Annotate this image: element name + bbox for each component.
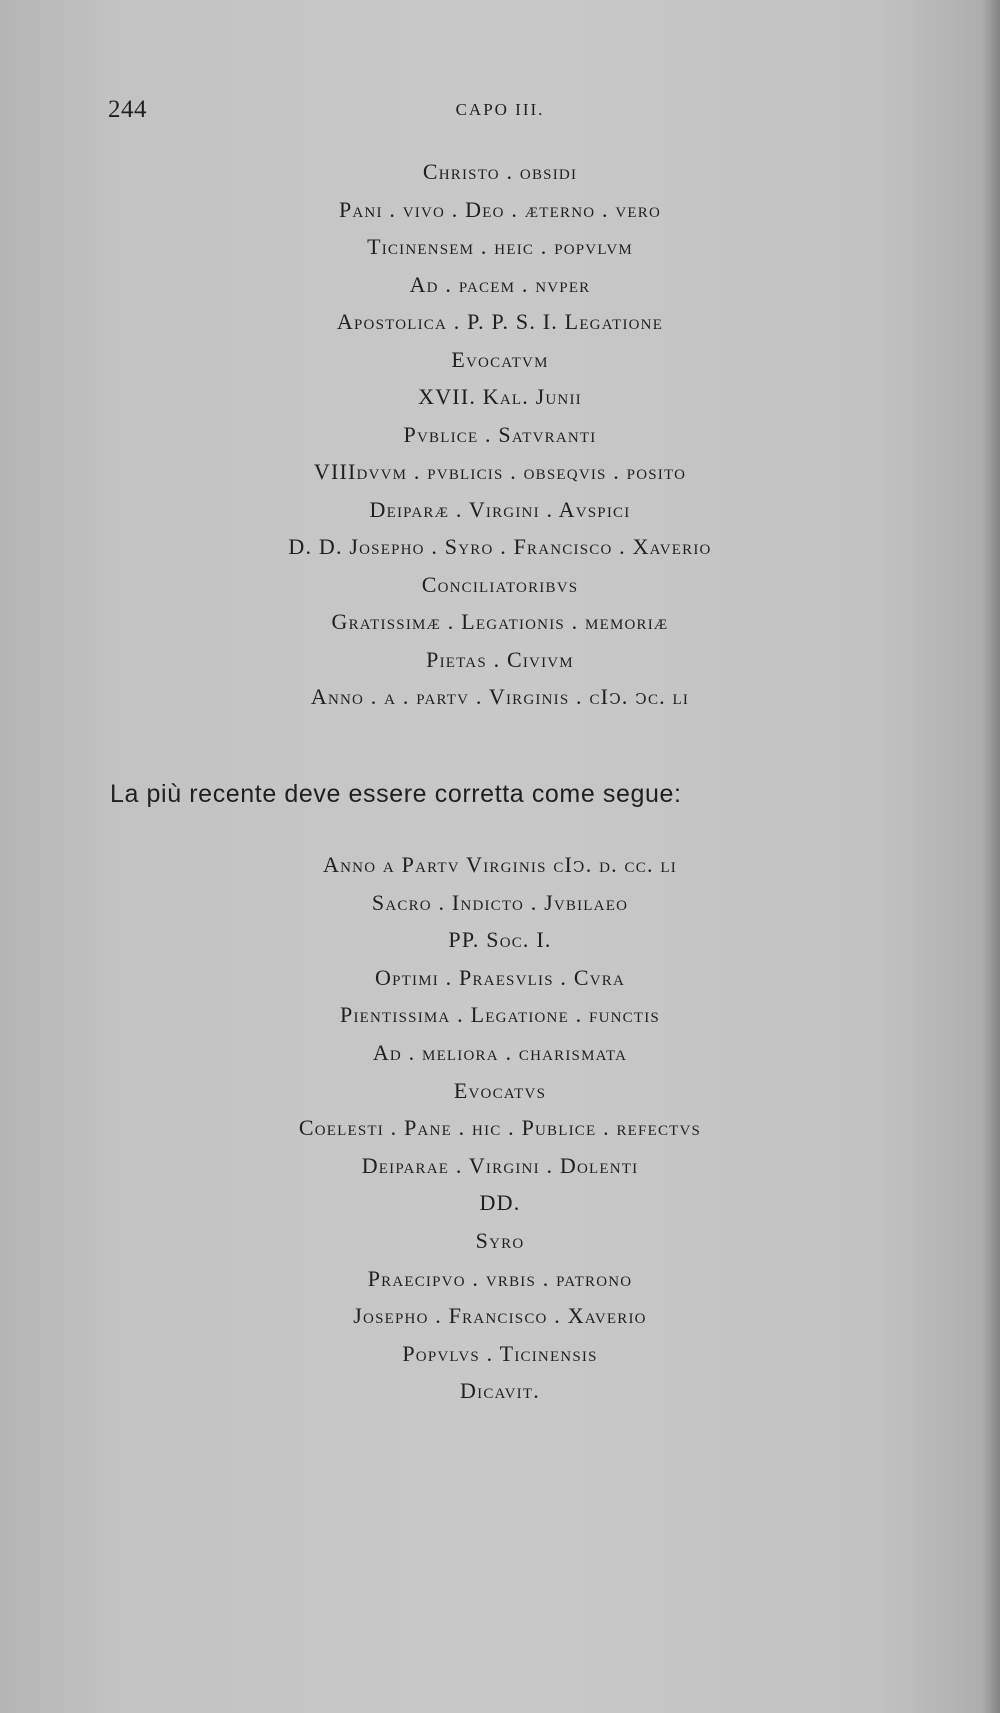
inscription-line: Apostolica . P. P. S. I. Legatione [336,309,664,334]
inscription-line: Ad . meliora . charismata [372,1039,628,1065]
inscription-line: Pientissima . Legatione . functis [340,1002,660,1028]
inscription-line: PP. Soc. I. [448,927,552,953]
body-text-caption: La più recente deve essere corretta come segue: [110,780,682,808]
inscription-line: Coelesti . Pane . hic . Publice . refectvs [298,1115,702,1141]
inscription-line: Pani . vivo . Deo . æterno . vero [338,196,662,222]
inscription-line: Ad . pacem . nvper [409,271,591,297]
inscription-line: Gratissimæ . Legationis . memoriæ [331,609,669,634]
inscription-line: DD. [479,1190,521,1216]
page-number: 244 [108,96,147,123]
inscription-line: Sacro . Indicto . Jvbilaeo [371,889,629,915]
inscription-line: Popvlvs . Ticinensis [402,1340,598,1366]
inscription-line: Josepho . Francisco . Xaverio [353,1303,647,1329]
inscription-line: Pietas . Civivm [426,646,574,672]
inscription-line: Ticinensem . heic . popvlvm [367,234,633,259]
inscription-line: Anno . a . partv . Virginis . cIↄ. ↄc. li [310,684,690,709]
inscription-line: D. D. Josepho . Syro . Francisco . Xaverio [288,534,712,559]
inscription-line: Conciliatoribvs [421,571,579,597]
inscription-line: XVII. Kal. Junii [418,384,582,409]
inscription-line: Deiparae . Virgini . Dolenti [361,1152,639,1178]
inscription-line: Evocatvm [451,346,549,372]
inscription-line: Evocatvs [453,1077,547,1103]
page-header [0,96,1000,136]
inscription-1 [0,153,1000,716]
inscription-line: Christo . obsidi [422,159,578,184]
inscription-line: Deiparæ . Virgini . Avspici [369,496,631,522]
inscription-2 [0,846,1000,1410]
inscription-line: Dicavit. [460,1378,540,1404]
inscription-line: Praecipvo . vrbis . patrono [367,1265,633,1291]
running-head: CAPO III. [455,100,545,119]
inscription-line: Pvblice . Satvranti [403,421,597,447]
inscription-line: VIIIdvvm . pvblicis . obseqvis . posito [313,459,687,484]
inscription-line: Syro [475,1227,525,1253]
inscription-line: Anno a Partv Virginis cIↄ. d. cc. li [323,852,677,877]
inscription-line: Optimi . Praesvlis . Cvra [375,964,625,990]
